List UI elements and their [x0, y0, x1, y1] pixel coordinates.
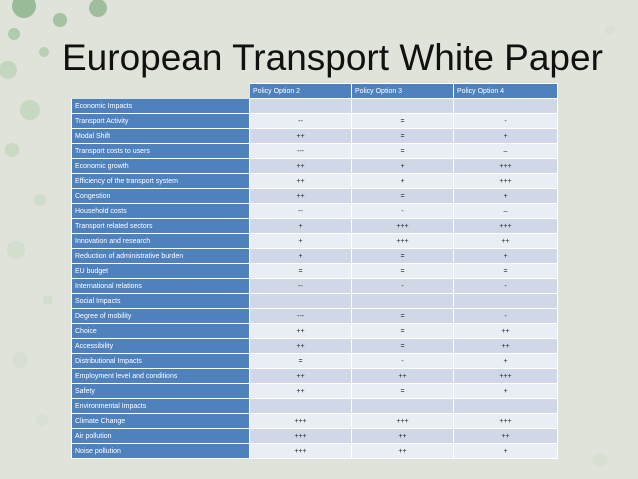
rating-cell: =	[352, 339, 454, 354]
table-row	[72, 249, 558, 264]
column-header-policy-option-2: Policy Option 2	[250, 84, 352, 99]
table-row	[72, 414, 558, 429]
column-header-policy-option-3: Policy Option 3	[352, 84, 454, 99]
rating-cell: ++	[250, 129, 352, 144]
table-row	[72, 204, 558, 219]
rating-cell	[454, 99, 558, 114]
rating-cell: –	[454, 144, 558, 159]
rating-cell: -	[352, 204, 454, 219]
rating-cell: +++	[454, 219, 558, 234]
rating-cell: +++	[454, 414, 558, 429]
rating-cell: =	[454, 264, 558, 279]
rating-cell: +++	[250, 429, 352, 444]
section-label: Environmental Impacts	[72, 399, 250, 414]
rating-cell: +	[454, 249, 558, 264]
impact-table	[71, 83, 558, 459]
table-row	[72, 324, 558, 339]
rating-cell: +++	[454, 159, 558, 174]
rating-cell: --	[250, 204, 352, 219]
rating-cell: +	[454, 189, 558, 204]
rating-cell: ---	[250, 309, 352, 324]
rating-cell: +++	[454, 174, 558, 189]
rating-cell: ++	[250, 174, 352, 189]
table-row	[72, 444, 558, 459]
rating-cell: -	[352, 354, 454, 369]
section-header-row	[72, 99, 558, 114]
rating-cell	[250, 294, 352, 309]
rating-cell: ++	[454, 324, 558, 339]
rating-cell	[352, 399, 454, 414]
row-label: Employment level and conditions	[72, 369, 250, 384]
rating-cell	[352, 99, 454, 114]
header-corner-cell	[72, 84, 250, 99]
rating-cell: ++	[250, 339, 352, 354]
rating-cell: +++	[352, 234, 454, 249]
row-label: Modal Shift	[72, 129, 250, 144]
rating-cell: +	[352, 174, 454, 189]
table-row	[72, 264, 558, 279]
rating-cell: ++	[250, 189, 352, 204]
row-label: International relations	[72, 279, 250, 294]
rating-cell: ++	[454, 339, 558, 354]
table-row	[72, 309, 558, 324]
row-label: Congestion	[72, 189, 250, 204]
section-header-row	[72, 294, 558, 309]
rating-cell: =	[250, 354, 352, 369]
row-label: Transport Activity	[72, 114, 250, 129]
rating-cell: -	[454, 114, 558, 129]
row-label: Air pollution	[72, 429, 250, 444]
section-label: Social Impacts	[72, 294, 250, 309]
row-label: Economic growth	[72, 159, 250, 174]
row-label: Innovation and research	[72, 234, 250, 249]
rating-cell: ++	[250, 159, 352, 174]
rating-cell	[250, 99, 352, 114]
row-label: Efficiency of the transport system	[72, 174, 250, 189]
table-row	[72, 234, 558, 249]
rating-cell: =	[352, 384, 454, 399]
rating-cell: +	[454, 354, 558, 369]
table-row	[72, 339, 558, 354]
rating-cell: +	[454, 384, 558, 399]
rating-cell	[250, 399, 352, 414]
rating-cell: --	[250, 279, 352, 294]
table-row	[72, 354, 558, 369]
row-label: Transport costs to users	[72, 144, 250, 159]
rating-cell: =	[352, 114, 454, 129]
rating-cell: ++	[352, 444, 454, 459]
rating-cell: +++	[352, 414, 454, 429]
table-row	[72, 369, 558, 384]
row-label: Reduction of administrative burden	[72, 249, 250, 264]
row-label: Household costs	[72, 204, 250, 219]
rating-cell: +++	[250, 414, 352, 429]
row-label: Choice	[72, 324, 250, 339]
row-label: Accessibility	[72, 339, 250, 354]
section-header-row	[72, 399, 558, 414]
rating-cell: +++	[352, 219, 454, 234]
column-header-policy-option-4: Policy Option 4	[454, 84, 558, 99]
row-label: Transport related sectors	[72, 219, 250, 234]
table-row	[72, 159, 558, 174]
rating-cell: +	[454, 444, 558, 459]
rating-cell: +	[250, 234, 352, 249]
rating-cell: ++	[250, 384, 352, 399]
table-header-row	[72, 84, 558, 99]
rating-cell: =	[250, 264, 352, 279]
rating-cell: +++	[454, 369, 558, 384]
section-label: Economic Impacts	[72, 99, 250, 114]
rating-cell: =	[352, 129, 454, 144]
rating-cell: -	[454, 309, 558, 324]
rating-cell: +	[250, 249, 352, 264]
rating-cell: =	[352, 324, 454, 339]
rating-cell: ++	[454, 234, 558, 249]
table-row	[72, 144, 558, 159]
table-row	[72, 279, 558, 294]
rating-cell: +	[454, 129, 558, 144]
row-label: EU budget	[72, 264, 250, 279]
rating-cell: ++	[250, 324, 352, 339]
row-label: Safety	[72, 384, 250, 399]
rating-cell: +++	[250, 444, 352, 459]
table-row	[72, 384, 558, 399]
rating-cell: ++	[454, 429, 558, 444]
rating-cell: =	[352, 144, 454, 159]
rating-cell: --	[250, 114, 352, 129]
rating-cell	[352, 294, 454, 309]
row-label: Noise pollution	[72, 444, 250, 459]
rating-cell: ++	[352, 369, 454, 384]
rating-cell: -	[454, 279, 558, 294]
rating-cell: =	[352, 264, 454, 279]
rating-cell: +	[250, 219, 352, 234]
row-label: Climate Change	[72, 414, 250, 429]
rating-cell: =	[352, 189, 454, 204]
rating-cell: ++	[352, 429, 454, 444]
rating-cell: -	[352, 279, 454, 294]
row-label: Degree of mobility	[72, 309, 250, 324]
rating-cell: –	[454, 204, 558, 219]
rating-cell: ---	[250, 144, 352, 159]
table-row	[72, 189, 558, 204]
rating-cell	[454, 399, 558, 414]
row-label: Distributional Impacts	[72, 354, 250, 369]
table-row	[72, 219, 558, 234]
rating-cell: =	[352, 249, 454, 264]
table-row	[72, 114, 558, 129]
table-row	[72, 429, 558, 444]
table-row	[72, 174, 558, 189]
rating-cell: +	[352, 159, 454, 174]
slide-title: European Transport White Paper	[62, 37, 603, 78]
rating-cell: =	[352, 309, 454, 324]
rating-cell	[454, 294, 558, 309]
table-row	[72, 129, 558, 144]
rating-cell: ++	[250, 369, 352, 384]
